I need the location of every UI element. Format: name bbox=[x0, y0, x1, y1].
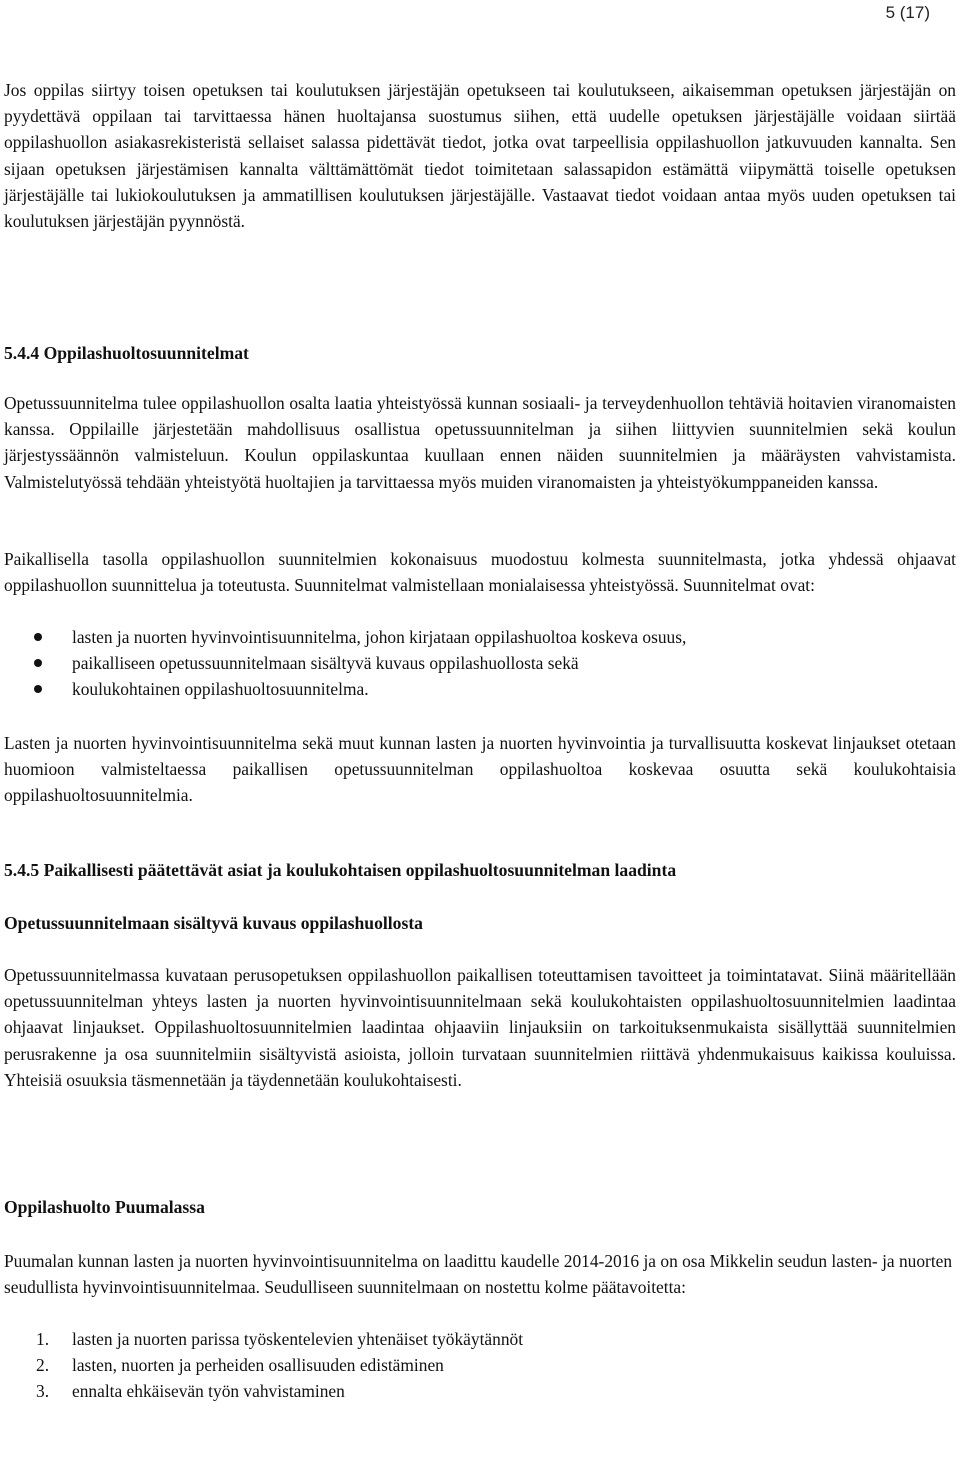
paragraph-text: Jos oppilas siirtyy toisen opetuksen tai koulutuksen järjestäjän opetukseen tai koulutukseen, aikaisemman opetuksen järjestäjän on pyydettävä oppilaan tai tarvittaessa hänen huoltajansa suostumus siihen, että uudelle opetuksen järjestäjälle voidaan siirtää oppilashuollon asiakasrekisteristä sellaiset salassa pidettävät tiedot, jotka ovat tarpeellisia oppilashuollon jatkuvuuden kannalta. Sen sijaan opetuksen järjestämisen kannalta välttämättömät tiedot toimitetaan salassapidon estämättä viipymättä toiselle opetuksen järjestäjälle tai lukiokoulutuksen ja ammatillisen koulutuksen järjestäjälle. Vastaavat tiedot voidaan antaa myös uuden opetuksen tai koulutuksen järjestäjän pyynnöstä. bbox=[4, 80, 956, 232]
paragraph-curriculum-description bbox=[4, 962, 956, 1093]
subheading-curriculum-description: Opetussuunnitelmaan sisältyvä kuvaus oppilashuollosta bbox=[4, 913, 423, 933]
paragraph-text: Puumalan kunnan lasten ja nuorten hyvinvointisuunnitelma on laadittu kaudelle 2014-2016 ja on osa Mikkelin seudun lasten- ja nuorten seudullista hyvinvointisuunnitelmaa. Seudulliseen suunnitelmaan on nostettu kolme päätavoitetta: bbox=[4, 1251, 953, 1298]
paragraph-text: Opetussuunnitelma tulee oppilashuollon osalta laatia yhteistyössä kunnan sosiaali- ja terveydenhuollon tehtäviä hoitavien viranomaisten kanssa. Oppilaille järjestetään mahdollisuus osallistua opetussuunnitelman ja siihen liittyvien suunnitelmien sekä koulun järjestyssäännön valmisteluun. Koulun oppilaskuntaa kuullaan ennen näiden suunnitelmien ja määräysten vahvistamista. Valmistelutyössä tehdään yhteistyötä huoltajien ja tarvittaessa myös muiden viranomaisten ja yhteistyökumppaneiden kanssa. bbox=[4, 393, 956, 492]
list-item-text: lasten ja nuorten hyvinvointisuunnitelma, johon kirjataan oppilashuoltoa koskeva osuus, bbox=[72, 627, 687, 647]
paragraph-text: Lasten ja nuorten hyvinvointisuunnitelma sekä muut kunnan lasten ja nuorten hyvinvointia ja turvallisuutta koskevat linjaukset otetaan huomioon valmisteltaessa paikallisen opetussuunnitelman oppilashuoltoa koskevaa osuutta sekä koulukohtaisia oppilashuoltosuunnitelmia. bbox=[4, 733, 956, 806]
list-item bbox=[4, 624, 686, 650]
list-item-text: ennalta ehkäisevän työn vahvistaminen bbox=[72, 1381, 345, 1402]
paragraph-wellbeing-plan bbox=[4, 730, 956, 809]
bullet-icon bbox=[34, 659, 42, 667]
section-heading-5-4-4: 5.4.4 Oppilashuoltosuunnitelmat bbox=[4, 343, 249, 363]
paragraph-puumala bbox=[4, 1248, 956, 1300]
subheading-puumala: Oppilashuolto Puumalassa bbox=[4, 1197, 205, 1217]
list-number: 2. bbox=[36, 1355, 50, 1376]
numbered-list bbox=[4, 1326, 523, 1405]
bullet-icon bbox=[34, 685, 42, 693]
list-item-text: lasten, nuorten ja perheiden osallisuuden edistäminen bbox=[72, 1355, 444, 1376]
list-item bbox=[4, 1352, 523, 1378]
document-page bbox=[4, 0, 956, 1472]
paragraph-text: Paikallisella tasolla oppilashuollon suunnitelmien kokonaisuus muodostuu kolmesta suunnitelmasta, jotka yhdessä ohjaavat oppilashuollon suunnittelua ja toteutusta. Suunnitelmat valmistellaan monialaisessa yhteistyössä. Suunnitelmat ovat: bbox=[4, 549, 956, 596]
section-heading-5-4-5: 5.4.5 Paikallisesti päätettävät asiat ja koulukohtaisen oppilashuoltosuunnitelman laadinta bbox=[4, 860, 677, 880]
list-item bbox=[4, 650, 686, 676]
paragraph-student-transfer bbox=[4, 77, 956, 234]
paragraph-curriculum-cooperation bbox=[4, 390, 956, 495]
list-item bbox=[4, 1378, 523, 1404]
list-item-text: lasten ja nuorten parissa työskentelevien yhtenäiset työkäytännöt bbox=[72, 1329, 524, 1349]
bullet-icon bbox=[34, 633, 42, 641]
list-item bbox=[4, 1326, 523, 1352]
list-item bbox=[4, 676, 686, 702]
list-number: 3. bbox=[36, 1381, 50, 1402]
paragraph-local-plans bbox=[4, 546, 956, 598]
bullet-list bbox=[4, 624, 686, 703]
page-number: 5 (17) bbox=[885, 3, 930, 22]
list-number: 1. bbox=[36, 1329, 50, 1349]
paragraph-text: Opetussuunnitelmassa kuvataan perusopetuksen oppilashuollon paikallisen toteuttamisen tavoitteet ja toimintatavat. Siinä määritellään opetussuunnitelman yhteys lasten ja nuorten hyvinvointisuunnitelmaan sekä koulukohtaisten oppilashuoltosuunnitelmien laadintaa ohjaavat linjaukset. Oppilashuoltosuunnitelmien laadintaa ohjaaviin linjauksiin on tarkoituksenmukaista sisällyttää suunnitelmien perusrakenne ja osa suunnitelmiin sisältyvistä asioista, jolloin turvataan suunnitelmien riittävä yhdenmukaisuus kaikissa kouluissa. Yhteisiä osuuksia täsmennetään ja täydennetään koulukohtaisesti. bbox=[4, 965, 956, 1090]
list-item-text: paikalliseen opetussuunnitelmaan sisältyvä kuvaus oppilashuollosta sekä bbox=[72, 653, 579, 674]
list-item-text: koulukohtainen oppilashuoltosuunnitelma. bbox=[72, 679, 369, 700]
